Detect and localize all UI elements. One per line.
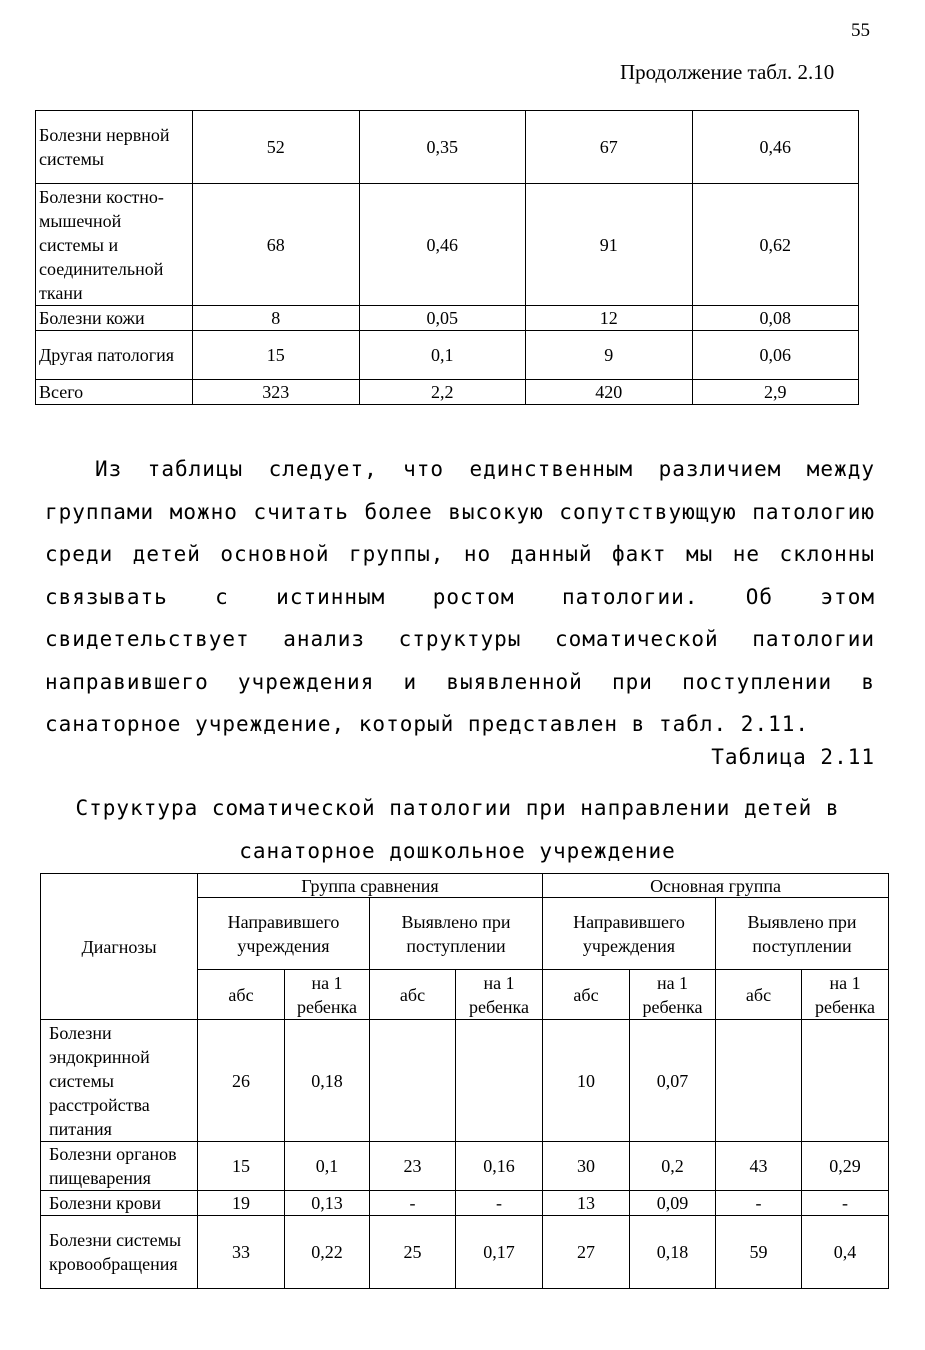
value-cell: 30 [543,1142,630,1191]
value-cell: 10 [543,1020,630,1142]
value-cell [456,1020,543,1142]
value-cell: 0,35 [359,111,526,184]
value-cell: 25 [370,1216,456,1289]
diagnosis-cell: Болезни нервной системы [36,111,193,184]
table-title-line1: Структура соматической патологии при направлении детей в [75,796,840,820]
value-cell: 0,62 [692,184,859,306]
value-cell: 59 [716,1216,802,1289]
diagnosis-cell: Болезни костно-мышечной системы и соединительной ткани [36,184,193,306]
value-cell: 323 [193,380,360,405]
value-cell: 0,2 [630,1142,716,1191]
value-cell: 0,18 [630,1216,716,1289]
value-cell: 0,46 [359,184,526,306]
value-cell: 0,05 [359,306,526,331]
table-row [36,331,859,380]
value-cell: 0,29 [802,1142,889,1191]
value-cell [370,1020,456,1142]
header-referring: Направившего учреждения [543,898,716,970]
table-row [41,1191,889,1216]
header-abs: абс [370,970,456,1020]
value-cell [802,1020,889,1142]
value-cell: 0,1 [359,331,526,380]
table-2-10-continuation [35,110,859,405]
header-abs: абс [198,970,285,1020]
table-continuation-label: Продолжение табл. 2.10 [620,60,835,84]
table-2-11 [40,873,889,1289]
value-cell: 33 [198,1216,285,1289]
value-cell: 0,07 [630,1020,716,1142]
diagnosis-cell: Болезни органов пищеварения [41,1142,198,1191]
table-row [41,1020,889,1142]
header-per-child: на 1 ребенка [285,970,370,1020]
value-cell: 19 [198,1191,285,1216]
value-cell: 0,08 [692,306,859,331]
header-per-child: на 1 ребенка [456,970,543,1020]
value-cell: 0,46 [692,111,859,184]
value-cell: 13 [543,1191,630,1216]
body-paragraph: Из таблицы следует, что единственным различием между группами можно считать более высокую сопутствующую патологию среди детей основной группы, но данный факт мы не склонны связывать с истинным ростом патологии. Об этом свидетельствует анализ структуры соматической патологии направившего учреждения и выявленной при поступлении в санаторное учреждение, который представлен в табл. 2.11. [45,457,875,736]
value-cell: 2,9 [692,380,859,405]
diagnosis-cell: Всего [36,380,193,405]
diagnosis-cell: Болезни системы кровообращения [41,1216,198,1289]
value-cell: 68 [193,184,360,306]
table-number: Таблица 2.11 [711,745,875,769]
value-cell: 26 [198,1020,285,1142]
value-cell: 0,1 [285,1142,370,1191]
diagnosis-cell: Болезни эндокринной системы расстройства питания [41,1020,198,1142]
value-cell [716,1020,802,1142]
diagnosis-cell: Другая патология [36,331,193,380]
table-title [40,787,875,872]
value-cell: 8 [193,306,360,331]
value-cell: 0,13 [285,1191,370,1216]
header-abs: абс [543,970,630,1020]
table-row [36,306,859,331]
value-cell: 0,17 [456,1216,543,1289]
value-cell: 2,2 [359,380,526,405]
value-cell: 23 [370,1142,456,1191]
value-cell: 12 [526,306,693,331]
header-group-main: Основная группа [543,874,889,898]
header-detected: Выявлено при поступлении [716,898,889,970]
value-cell: 43 [716,1142,802,1191]
value-cell: 15 [193,331,360,380]
value-cell: 0,22 [285,1216,370,1289]
header-detected: Выявлено при поступлении [370,898,543,970]
value-cell: 0,06 [692,331,859,380]
value-cell: - [802,1191,889,1216]
header-diagnoses: Диагнозы [41,874,198,1020]
value-cell: 9 [526,331,693,380]
header-referring: Направившего учреждения [198,898,370,970]
value-cell: 15 [198,1142,285,1191]
value-cell: - [370,1191,456,1216]
table-row [36,111,859,184]
value-cell: - [716,1191,802,1216]
header-per-child: на 1 ребенка [802,970,889,1020]
table-row [41,1216,889,1289]
value-cell: 91 [526,184,693,306]
header-group-comparison: Группа сравнения [198,874,543,898]
value-cell: 0,16 [456,1142,543,1191]
table-row [36,184,859,306]
value-cell: 0,4 [802,1216,889,1289]
table-title-line2: санаторное дошкольное учреждение [239,838,676,863]
page-number: 55 [851,20,870,41]
value-cell: 0,09 [630,1191,716,1216]
table-row-total [36,380,859,405]
value-cell: 0,18 [285,1020,370,1142]
header-abs: абс [716,970,802,1020]
diagnosis-cell: Болезни кожи [36,306,193,331]
diagnosis-cell: Болезни крови [41,1191,198,1216]
header-per-child: на 1 ребенка [630,970,716,1020]
value-cell: 67 [526,111,693,184]
value-cell: 27 [543,1216,630,1289]
table-row [41,1142,889,1191]
value-cell: 420 [526,380,693,405]
value-cell: - [456,1191,543,1216]
value-cell: 52 [193,111,360,184]
